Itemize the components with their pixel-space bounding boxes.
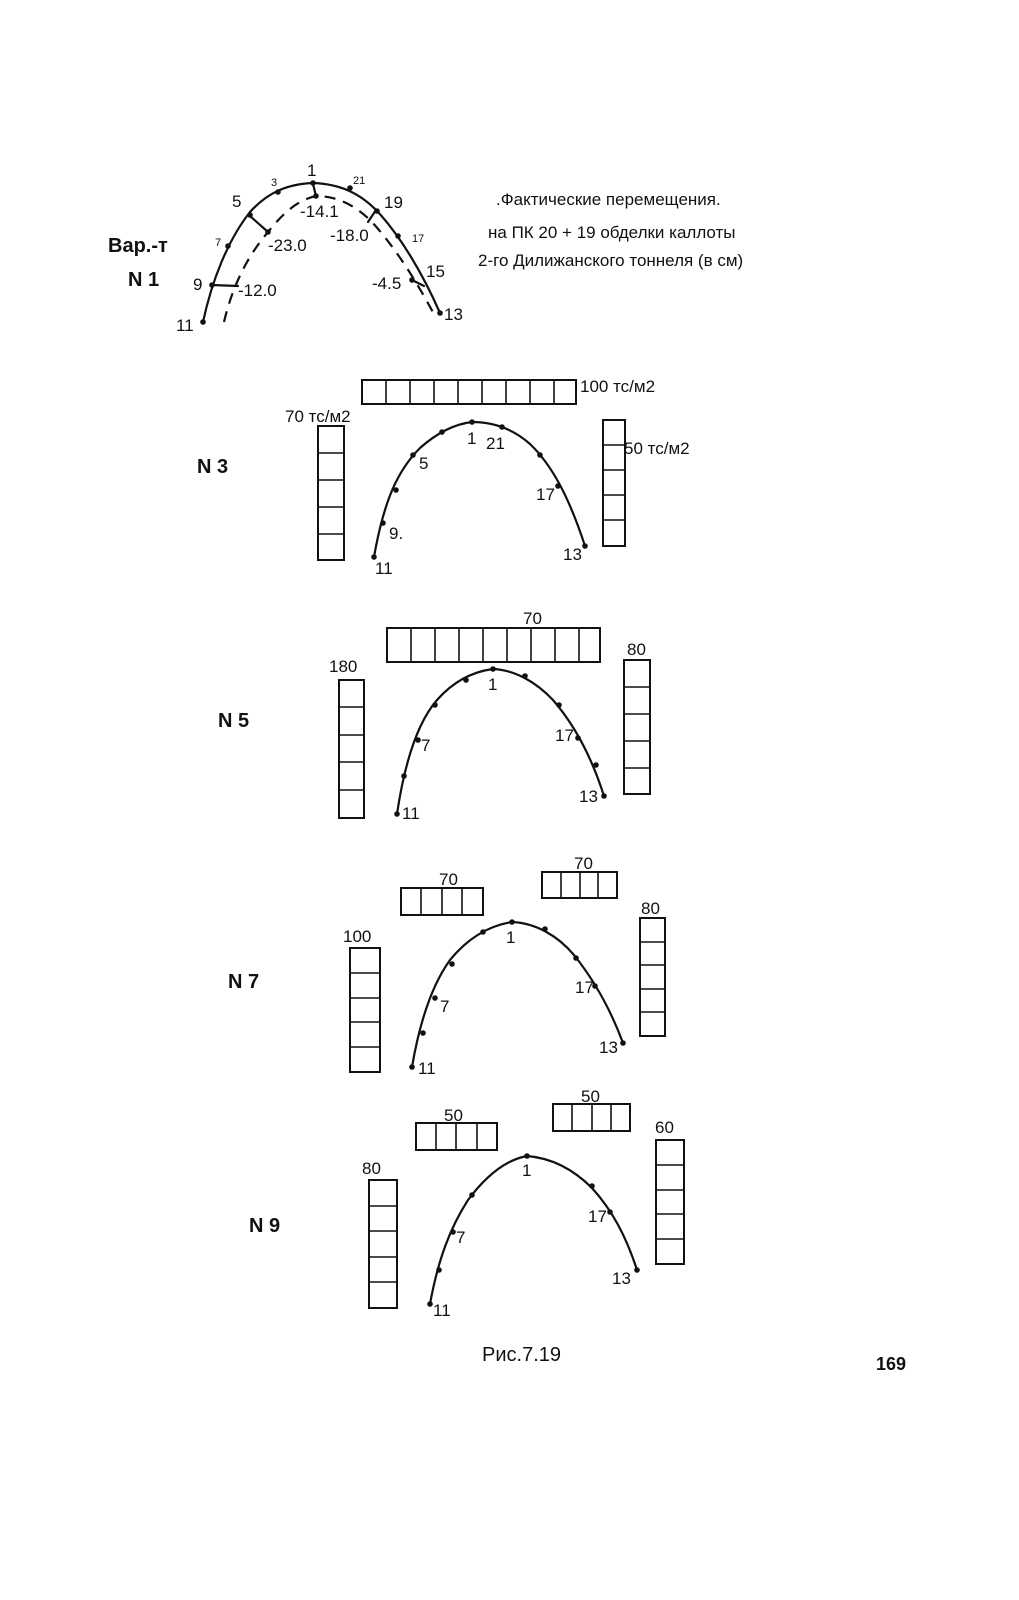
left-load-block bbox=[318, 426, 344, 560]
right-load-value: 80 bbox=[641, 899, 660, 918]
right-load-value: 50 тс/м2 bbox=[624, 439, 690, 458]
displacement-node-9: -12.0 bbox=[238, 281, 277, 300]
top-right-load-block bbox=[553, 1104, 630, 1131]
node-label-7: 7 bbox=[215, 237, 222, 249]
right-load-block bbox=[640, 918, 665, 1036]
node-label-1: 1 bbox=[467, 429, 477, 448]
left-load-value: 70 тс/м2 bbox=[285, 407, 351, 426]
node-label-5: 5 bbox=[232, 192, 242, 211]
panel-n9 bbox=[249, 1087, 684, 1320]
node-dot-19 bbox=[374, 208, 380, 214]
panel-n5-label: N 5 bbox=[218, 710, 250, 732]
node-label-17: 17 bbox=[555, 726, 574, 745]
node-label-19: 19 bbox=[384, 193, 403, 212]
node-label-9: 9 bbox=[193, 275, 203, 294]
panel-n1-label: N 1 bbox=[128, 269, 160, 291]
node-label-17: 17 bbox=[588, 1207, 607, 1226]
node-label-7: 7 bbox=[456, 1228, 466, 1247]
n1-node-labels bbox=[176, 161, 463, 335]
displacement-node-1: -14.1 bbox=[300, 202, 339, 221]
node-dot-9 bbox=[209, 282, 215, 288]
panel-n7-label: N 7 bbox=[228, 971, 260, 993]
node-dot-15 bbox=[409, 277, 415, 283]
top-load-value: 100 тс/м2 bbox=[580, 377, 656, 396]
panel-n1 bbox=[108, 161, 463, 335]
panel-n5 bbox=[218, 609, 650, 823]
node-dot-21 bbox=[347, 185, 353, 191]
left-load-value: 180 bbox=[329, 657, 358, 676]
node-dot-7 bbox=[225, 243, 231, 249]
left-load-value: 80 bbox=[362, 1159, 381, 1178]
node-dot-17 bbox=[395, 233, 401, 239]
node-label-13: 13 bbox=[579, 787, 598, 806]
node-label-13: 13 bbox=[563, 545, 582, 564]
node-label-17: 17 bbox=[536, 485, 555, 504]
n1-displacement-values bbox=[238, 202, 401, 300]
node-label-3: 3 bbox=[271, 177, 278, 189]
connector-5 bbox=[250, 216, 268, 232]
displacement-node-5: -23.0 bbox=[268, 236, 307, 255]
panel-n3-label: N 3 bbox=[197, 456, 229, 478]
figure-caption: Рис.7.19 bbox=[482, 1344, 561, 1366]
left-load-value: 100 bbox=[343, 927, 372, 946]
right-load-value: 80 bbox=[627, 640, 646, 659]
node-label-13: 13 bbox=[599, 1038, 618, 1057]
node-label-11: 11 bbox=[418, 1059, 436, 1078]
node-label-1: 1 bbox=[522, 1161, 532, 1180]
node-label-15: 15 bbox=[426, 262, 445, 281]
top-load-block bbox=[387, 628, 600, 662]
node-dot-1 bbox=[310, 180, 316, 186]
node-label-21: 21 bbox=[486, 434, 505, 453]
page-number: 169 bbox=[876, 1354, 907, 1374]
node-label-13: 13 bbox=[612, 1269, 631, 1288]
title-block bbox=[478, 190, 743, 270]
node-label-17: 17 bbox=[412, 233, 425, 245]
displaced-dot-5 bbox=[265, 229, 271, 235]
panel-n7 bbox=[228, 854, 665, 1078]
top-left-load-block bbox=[416, 1123, 497, 1150]
variant-label: Вар.-т bbox=[108, 235, 168, 257]
displacement-node-19: -18.0 bbox=[330, 226, 369, 245]
top-right-load-block bbox=[542, 872, 617, 898]
panel-n9-label: N 9 bbox=[249, 1215, 281, 1237]
top-load-value: 70 bbox=[523, 609, 542, 628]
node-label-7: 7 bbox=[440, 997, 450, 1016]
top-right-load-value: 70 bbox=[574, 854, 593, 873]
top-load-block bbox=[362, 380, 576, 404]
panel-n3 bbox=[197, 377, 690, 578]
title-line-1: .Фактические перемещения. bbox=[496, 190, 721, 209]
node-dot-5 bbox=[247, 212, 253, 218]
displaced-dot-1 bbox=[313, 193, 319, 199]
title-line-2: на ПК 20 + 19 обделки каллоты bbox=[488, 223, 736, 242]
node-dot-11 bbox=[200, 319, 206, 325]
node-label-11: 11 bbox=[402, 804, 420, 823]
right-load-block bbox=[656, 1140, 684, 1264]
top-left-load-value: 70 bbox=[439, 870, 458, 889]
node-label-11: 11 bbox=[375, 559, 393, 578]
node-label-1: 1 bbox=[488, 675, 498, 694]
node-label-11: 11 bbox=[176, 316, 194, 335]
top-right-load-value: 50 bbox=[581, 1087, 600, 1106]
node-label-9: 9. bbox=[389, 524, 404, 543]
node-label-17: 17 bbox=[575, 978, 594, 997]
node-label-5: 5 bbox=[419, 454, 429, 473]
node-label-11: 11 bbox=[433, 1301, 451, 1320]
connector-9 bbox=[212, 285, 238, 286]
node-label-13: 13 bbox=[444, 305, 463, 324]
node-label-21: 21 bbox=[353, 175, 366, 187]
left-load-block bbox=[350, 948, 380, 1072]
left-load-block bbox=[339, 680, 364, 818]
node-dots bbox=[371, 419, 588, 560]
right-load-block bbox=[624, 660, 650, 794]
right-load-block bbox=[603, 420, 625, 546]
node-dot-3 bbox=[275, 189, 281, 195]
top-left-load-block bbox=[401, 888, 483, 915]
title-line-3: 2-го Дилижанского тоннеля (в см) bbox=[478, 251, 744, 270]
node-label-7: 7 bbox=[421, 736, 431, 755]
node-label-1: 1 bbox=[307, 161, 317, 180]
right-load-value: 60 bbox=[655, 1118, 674, 1137]
node-dot-13 bbox=[437, 310, 443, 316]
node-label-1: 1 bbox=[506, 928, 516, 947]
displacement-node-15: -4.5 bbox=[372, 274, 402, 293]
left-load-block bbox=[369, 1180, 397, 1308]
top-left-load-value: 50 bbox=[444, 1106, 463, 1125]
